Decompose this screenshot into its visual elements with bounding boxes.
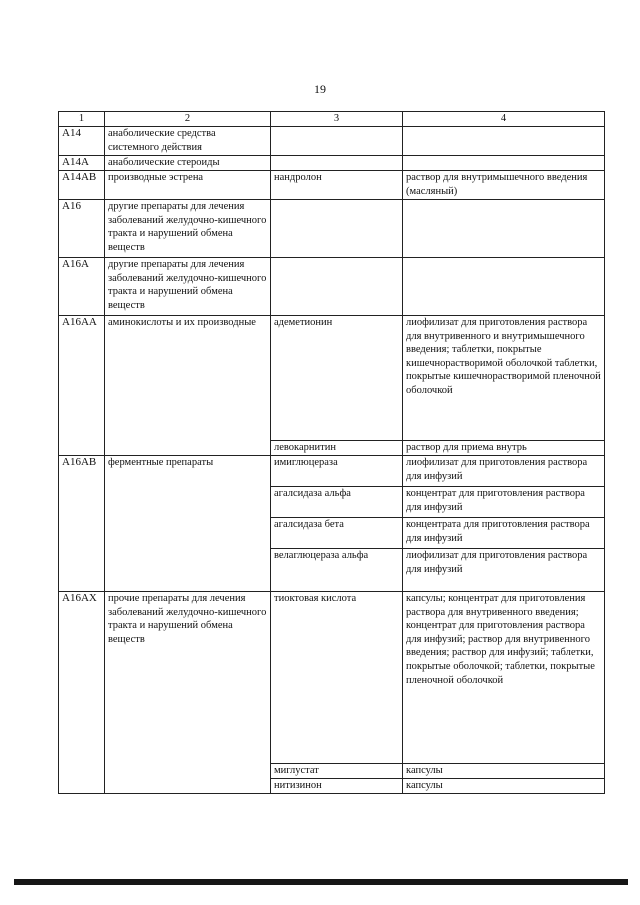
atc-code: A16AB (59, 456, 105, 592)
drug-name (271, 258, 403, 316)
dosage-forms: капсулы (403, 764, 605, 779)
drug-name (271, 156, 403, 171)
atc-code: A16AX (59, 592, 105, 794)
dosage-forms: капсулы; концентрат для приготовления раствора для внутривенного введения; концентрат для приготовления раствора для инфузий; раствор для внутривенного введения; раствор для инфузий; таблетки, покрытые оболочкой; таблетки, покрытые пленочной оболочкой (403, 592, 605, 764)
table-row (59, 200, 605, 258)
dosage-forms: концентрат для приготовления раствора для инфузий (403, 487, 605, 518)
header-cell-1: 1 (59, 112, 105, 127)
table-row (59, 456, 605, 487)
atc-code: A16AA (59, 316, 105, 456)
dosage-forms: концентрата для приготовления раствора для инфузий (403, 518, 605, 549)
drug-name (271, 200, 403, 258)
header-cell-3: 3 (271, 112, 403, 127)
table-row (59, 127, 605, 156)
table-row (59, 156, 605, 171)
dosage-forms (403, 200, 605, 258)
group-name: другие препараты для лечения заболеваний желудочно-кишечного тракта и нарушений обмена веществ (105, 200, 271, 258)
dosage-forms: раствор для внутримышечного введения (масляный) (403, 171, 605, 200)
table-row (59, 258, 605, 316)
group-name: другие препараты для лечения заболеваний желудочно-кишечного тракта и нарушений обмена веществ (105, 258, 271, 316)
drug-name: агалсидаза альфа (271, 487, 403, 518)
atc-code: A16 (59, 200, 105, 258)
table-header-row (59, 112, 605, 127)
drug-name: миглустат (271, 764, 403, 779)
atc-code: A14 (59, 127, 105, 156)
header-cell-2: 2 (105, 112, 271, 127)
drug-name: велаглюцераза альфа (271, 549, 403, 592)
group-name: производные эстрена (105, 171, 271, 200)
group-name: анаболические стероиды (105, 156, 271, 171)
table-row (59, 316, 605, 441)
dosage-forms (403, 127, 605, 156)
drug-name: нитизинон (271, 779, 403, 794)
atc-code: A14A (59, 156, 105, 171)
group-name: прочие препараты для лечения заболеваний желудочно-кишечного тракта и нарушений обмена веществ (105, 592, 271, 794)
table-row (59, 592, 605, 764)
page-bottom-rule (14, 879, 628, 885)
drug-name: тиоктовая кислота (271, 592, 403, 764)
dosage-forms: лиофилизат для приготовления раствора для инфузий (403, 549, 605, 592)
atc-code: A16A (59, 258, 105, 316)
drug-name: нандролон (271, 171, 403, 200)
medication-table (58, 111, 605, 794)
drug-name (271, 127, 403, 156)
dosage-forms: раствор для приема внутрь (403, 441, 605, 456)
drug-name: имиглюцераза (271, 456, 403, 487)
group-name: ферментные препараты (105, 456, 271, 592)
page-number: 19 (314, 82, 326, 96)
dosage-forms: лиофилизат для приготовления раствора для инфузий (403, 456, 605, 487)
dosage-forms: лиофилизат для приготовления раствора для внутривенного и внутримышечного введения; таблетки, покрытые кишечнорастворимой оболочкой таблетки, покрытые кишечнорастворимой пленочной оболочкой (403, 316, 605, 441)
dosage-forms (403, 156, 605, 171)
drug-name: левокарнитин (271, 441, 403, 456)
dosage-forms: капсулы (403, 779, 605, 794)
group-name: аминокислоты и их производные (105, 316, 271, 456)
table-row (59, 171, 605, 200)
dosage-forms (403, 258, 605, 316)
group-name: анаболические средства системного действия (105, 127, 271, 156)
drug-name: агалсидаза бета (271, 518, 403, 549)
atc-code: A14AB (59, 171, 105, 200)
drug-name: адеметионин (271, 316, 403, 441)
header-cell-4: 4 (403, 112, 605, 127)
